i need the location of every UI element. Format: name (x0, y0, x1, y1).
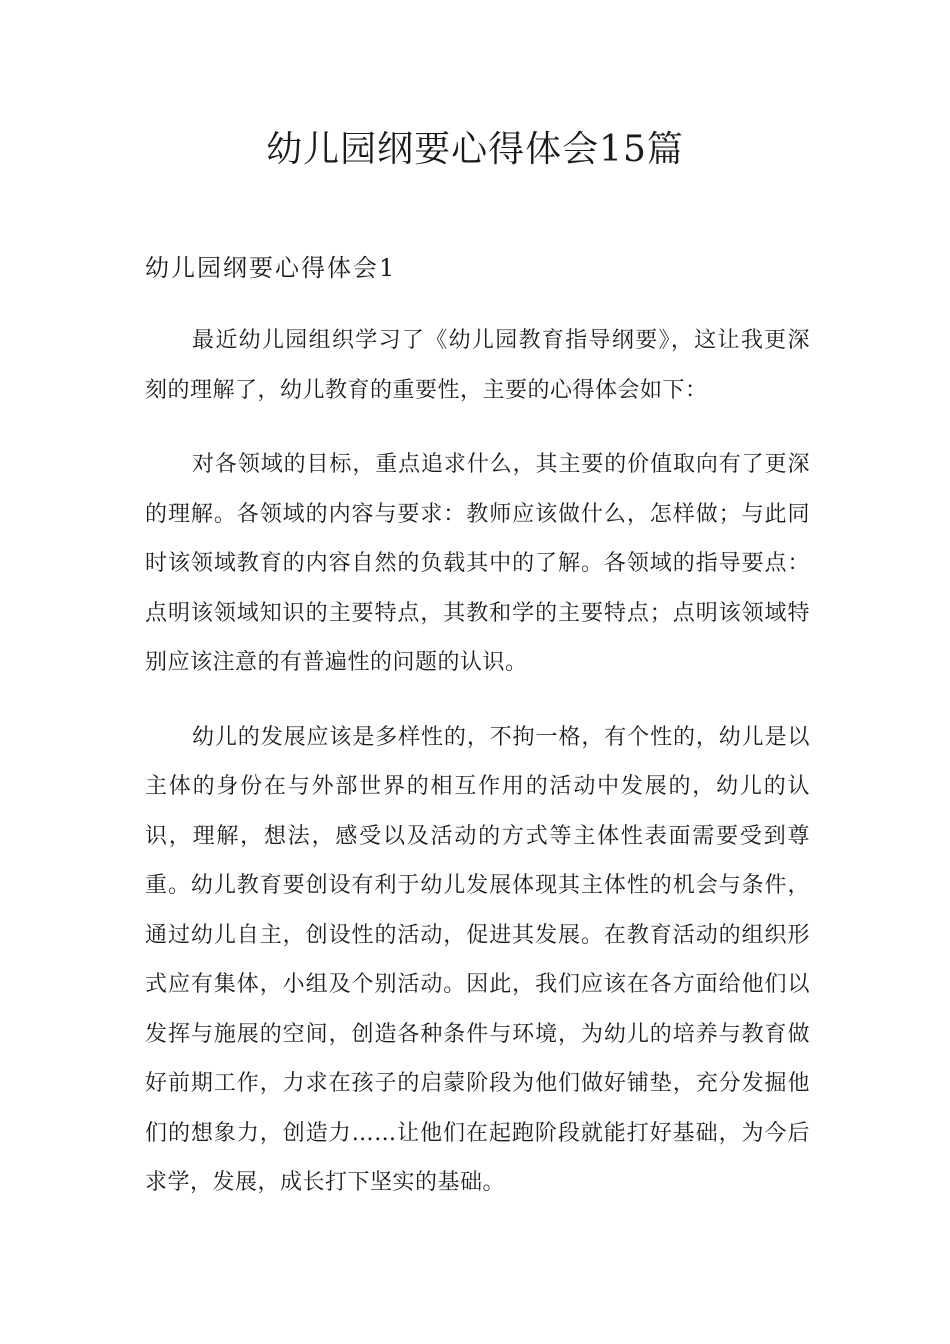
paragraph-2: 对各领域的目标，重点追求什么，其主要的价值取向有了更深的理解。各领域的内容与要求：教师应该做什么，怎样做；与此同时该领域教育的内容自然的负载其中的了解。各领域的指导要点：点明该领域知识的主要特点，其教和学的主要特点；点明该领域特别应该注意的有普遍性的问题的认识。 (145, 452, 810, 675)
document-body (145, 316, 810, 1233)
paragraph-3: 幼儿的发展应该是多样性的，不拘一格，有个性的，幼儿是以主体的身份在与外部世界的相互作用的活动中发展的，幼儿的认识，理解，想法，感受以及活动的方式等主体性表面需要受到尊重。幼儿教育要创设有利于幼儿发展体现其主体性的机会与条件，通过幼儿自主，创设性的活动，促进其发展。在教育活动的组织形式应有集体，小组及个别活动。因此，我们应该在各方面给他们以发挥与施展的空间，创造各种条件与环境，为幼儿的培养与教育做好前期工作，力求在孩子的启蒙阶段为他们做好铺垫，充分发掘他们的想象力，创造力……让他们在起跑阶段就能打好基础，为今后求学，发展，成长打下坚实的基础。 (145, 724, 810, 1195)
section-heading: 幼儿园纲要心得体会1 (145, 254, 397, 282)
paragraph-1: 最近幼儿园组织学习了《幼儿园教育指导纲要》，这让我更深刻的理解了，幼儿教育的重要性，主要的心得体会如下： (145, 328, 810, 403)
document-title: 幼儿园纲要心得体会15篇 (266, 129, 684, 170)
